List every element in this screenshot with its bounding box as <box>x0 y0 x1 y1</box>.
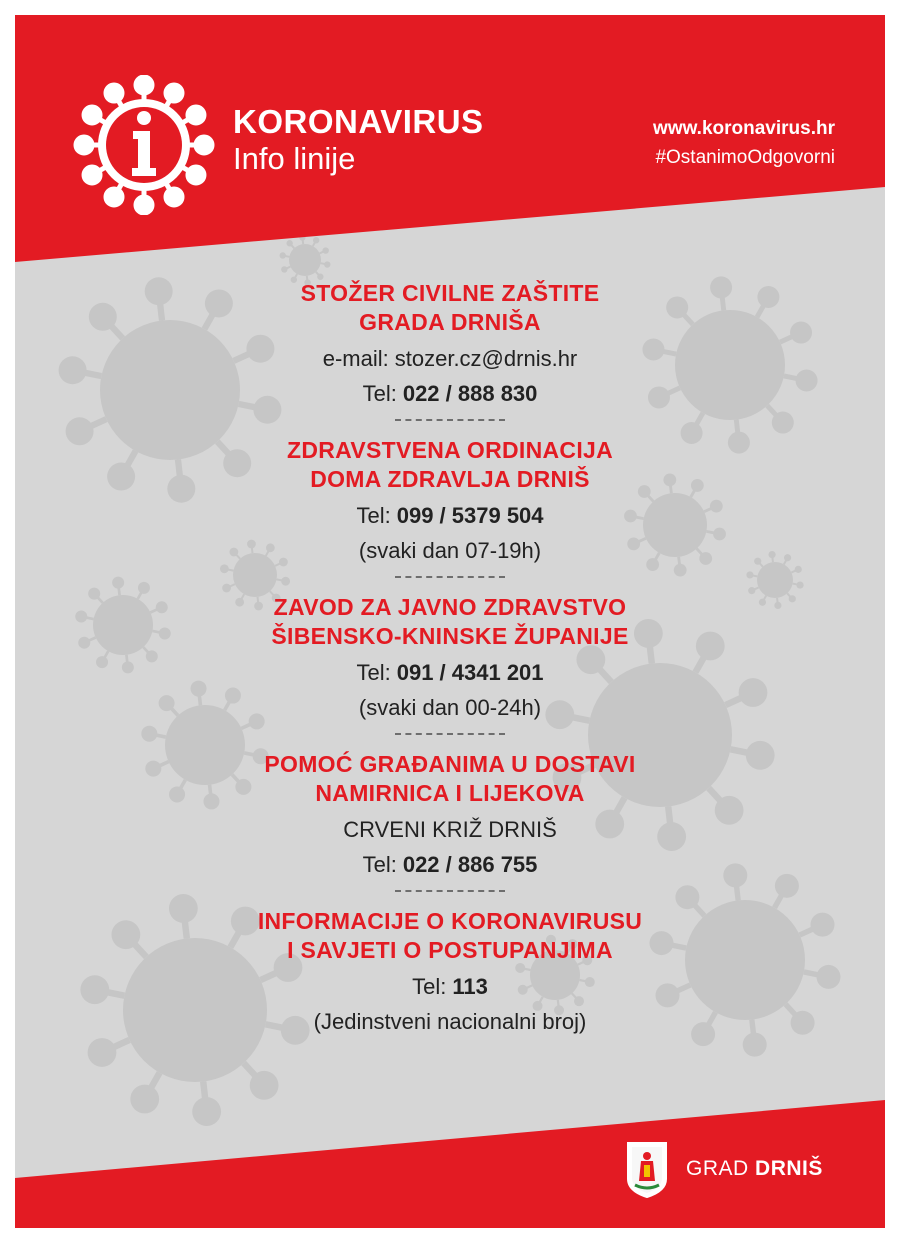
section-divider <box>395 890 505 892</box>
section-title-line2: ŠIBENSKO-KNINSKE ŽUPANIJE <box>271 623 629 649</box>
phone-label: Tel: <box>412 974 447 999</box>
phone-label: Tel: <box>362 381 397 406</box>
header-hashtag: #OstanimoOdgovorni <box>655 147 835 168</box>
phone-line <box>15 847 885 882</box>
phone-number[interactable]: 099 / 5379 504 <box>396 503 544 528</box>
info-section-civil-protection <box>15 279 885 411</box>
section-title-line2: GRADA DRNIŠA <box>359 309 541 335</box>
section-title-line1: STOŽER CIVILNE ZAŠTITE <box>300 280 600 306</box>
phone-line <box>15 376 885 411</box>
hours-note: (svaki dan 00-24h) <box>358 695 542 720</box>
info-section-national-line <box>15 907 885 1039</box>
phone-label: Tel: <box>362 852 397 877</box>
section-title-line2: NAMIRNICA I LIJEKOVA <box>315 780 585 806</box>
header-url-link[interactable]: www.koronavirus.hr <box>653 118 835 139</box>
info-section-delivery-help <box>15 750 885 882</box>
phone-label: Tel: <box>356 503 391 528</box>
section-title-line1: POMOĆ GRAĐANIMA U DOSTAVI <box>264 751 636 777</box>
section-title <box>15 279 885 337</box>
info-virus-icon <box>70 75 218 215</box>
info-section-health-clinic <box>15 436 885 568</box>
section-title <box>15 750 885 808</box>
city-name-bold: DRNIŠ <box>755 1157 823 1180</box>
section-title-line1: INFORMACIJE O KORONAVIRUSU <box>257 908 643 934</box>
email-line <box>15 341 885 376</box>
hours-note: (svaki dan 07-19h) <box>358 538 542 563</box>
section-title-line2: I SAVJETI O POSTUPANJIMA <box>287 937 613 963</box>
section-divider <box>395 576 505 578</box>
phone-number[interactable]: 022 / 888 830 <box>402 381 538 406</box>
organization-name: CRVENI KRIŽ DRNIŠ <box>343 817 557 842</box>
section-title-line1: ZAVOD ZA JAVNO ZDRAVSTVO <box>273 594 627 620</box>
header-subtitle: Info linije <box>233 141 356 176</box>
header-title: KORONAVIRUS <box>233 103 484 140</box>
section-title <box>15 436 885 494</box>
poster <box>15 15 885 1228</box>
section-title-line1: ZDRAVSTVENA ORDINACIJA <box>286 437 614 463</box>
city-crest-icon <box>626 1141 668 1199</box>
info-lines-list <box>15 265 885 1039</box>
section-title <box>15 907 885 965</box>
city-prefix: GRAD <box>686 1157 749 1180</box>
email-label: e-mail: <box>322 346 389 371</box>
phone-line <box>15 498 885 533</box>
info-section-public-health <box>15 593 885 725</box>
phone-number[interactable]: 022 / 886 755 <box>402 852 538 877</box>
email-link[interactable]: stozer.cz@drnis.hr <box>394 346 578 371</box>
phone-number[interactable]: 113 <box>452 974 488 999</box>
city-name <box>686 1157 823 1181</box>
section-divider <box>395 419 505 421</box>
phone-number[interactable]: 091 / 4341 201 <box>396 660 544 685</box>
section-title <box>15 593 885 651</box>
number-note: (Jedinstveni nacionalni broj) <box>313 1009 587 1034</box>
phone-line <box>15 655 885 690</box>
phone-line <box>15 969 885 1004</box>
phone-label: Tel: <box>356 660 391 685</box>
section-divider <box>395 733 505 735</box>
section-title-line2: DOMA ZDRAVLJA DRNIŠ <box>310 466 590 492</box>
